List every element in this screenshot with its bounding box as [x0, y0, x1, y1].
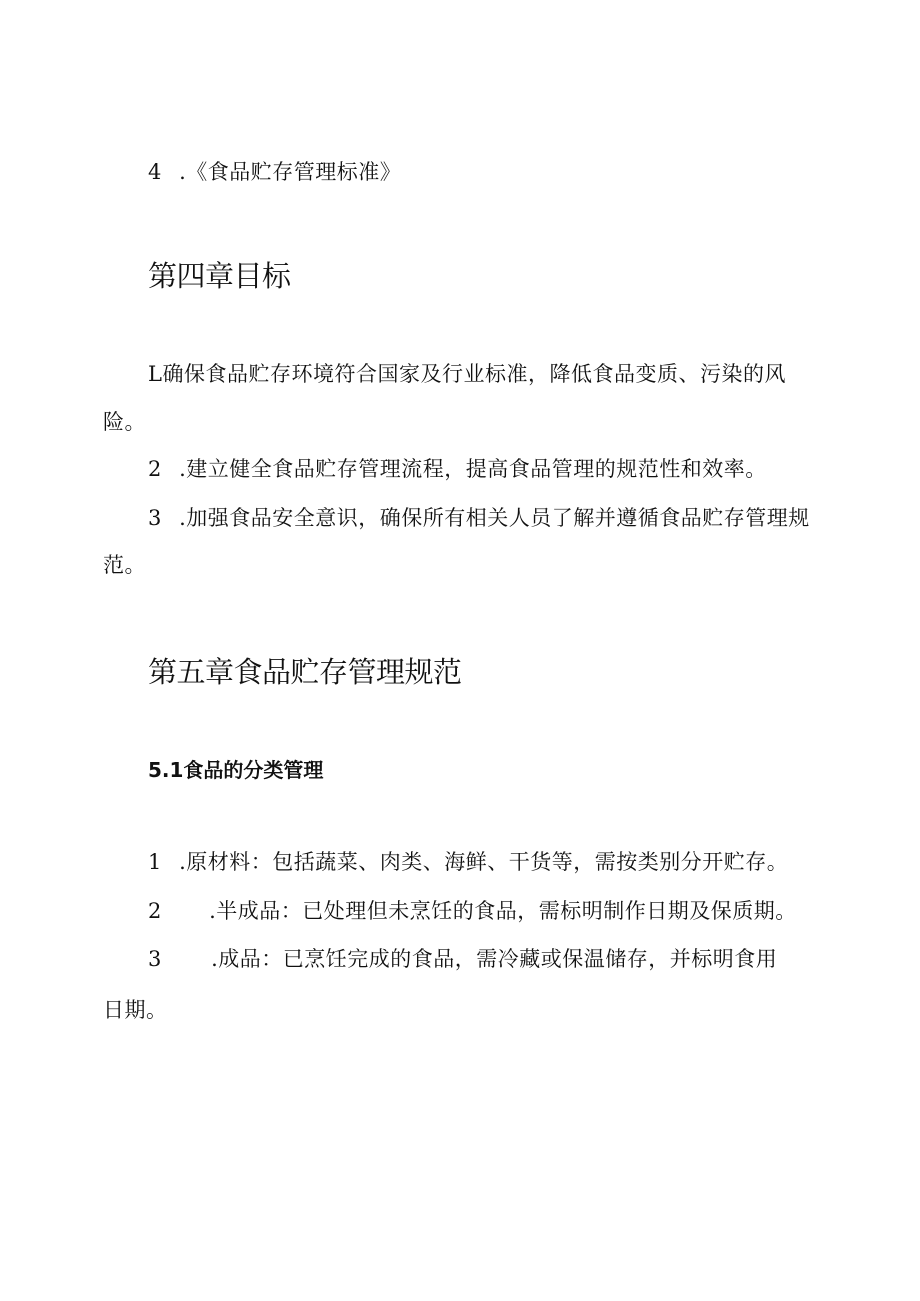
- list-text: .原材料：包括蔬菜、肉类、海鲜、干货等，需按类别分开贮存。: [179, 850, 789, 874]
- list-text: .半成品：已处理但未烹饪的食品，需标明制作日期及保质期。: [209, 899, 797, 923]
- list-number: 1: [148, 850, 162, 874]
- list-number: 3: [148, 947, 162, 971]
- section-5-1-item-3-line-2: 日期。: [103, 998, 168, 1022]
- list-text: .建立健全食品贮存管理流程，提高食品管理的规范性和效率。: [179, 457, 767, 481]
- section-5-1-title: 5.1食品的分类管理: [148, 758, 324, 782]
- chapter-4-item-1-line-1: [148, 359, 786, 389]
- list-number: 2: [148, 457, 162, 481]
- chapter-4-item-1-line-2: 险。: [103, 410, 146, 434]
- list-text: .《食品贮存管理标准》: [179, 160, 402, 184]
- section-5-1-item-3-line-1: [148, 944, 777, 974]
- list-text: 确保食品贮存环境符合国家及行业标准，降低食品变质、污染的风: [162, 362, 786, 386]
- chapter-4-item-2: [148, 454, 767, 484]
- reference-item-4: [148, 157, 401, 187]
- list-number: L: [148, 362, 163, 386]
- section-5-1-item-2: [148, 896, 797, 926]
- section-5-1-item-1: [148, 847, 788, 877]
- list-number: 2: [148, 899, 162, 923]
- list-text: .成品：已烹饪完成的食品，需冷藏或保温储存，并标明食用: [211, 947, 778, 971]
- chapter-5-title: 第五章食品贮存管理规范: [148, 655, 462, 689]
- list-number: 3: [148, 506, 162, 530]
- list-number: 4: [148, 160, 162, 184]
- list-text: .加强食品安全意识，确保所有相关人员了解并遵循食品贮存管理规: [179, 506, 810, 530]
- chapter-4-item-3-line-2: 范。: [103, 553, 146, 577]
- chapter-4-item-3-line-1: [148, 503, 810, 533]
- chapter-4-title: 第四章目标: [148, 259, 291, 293]
